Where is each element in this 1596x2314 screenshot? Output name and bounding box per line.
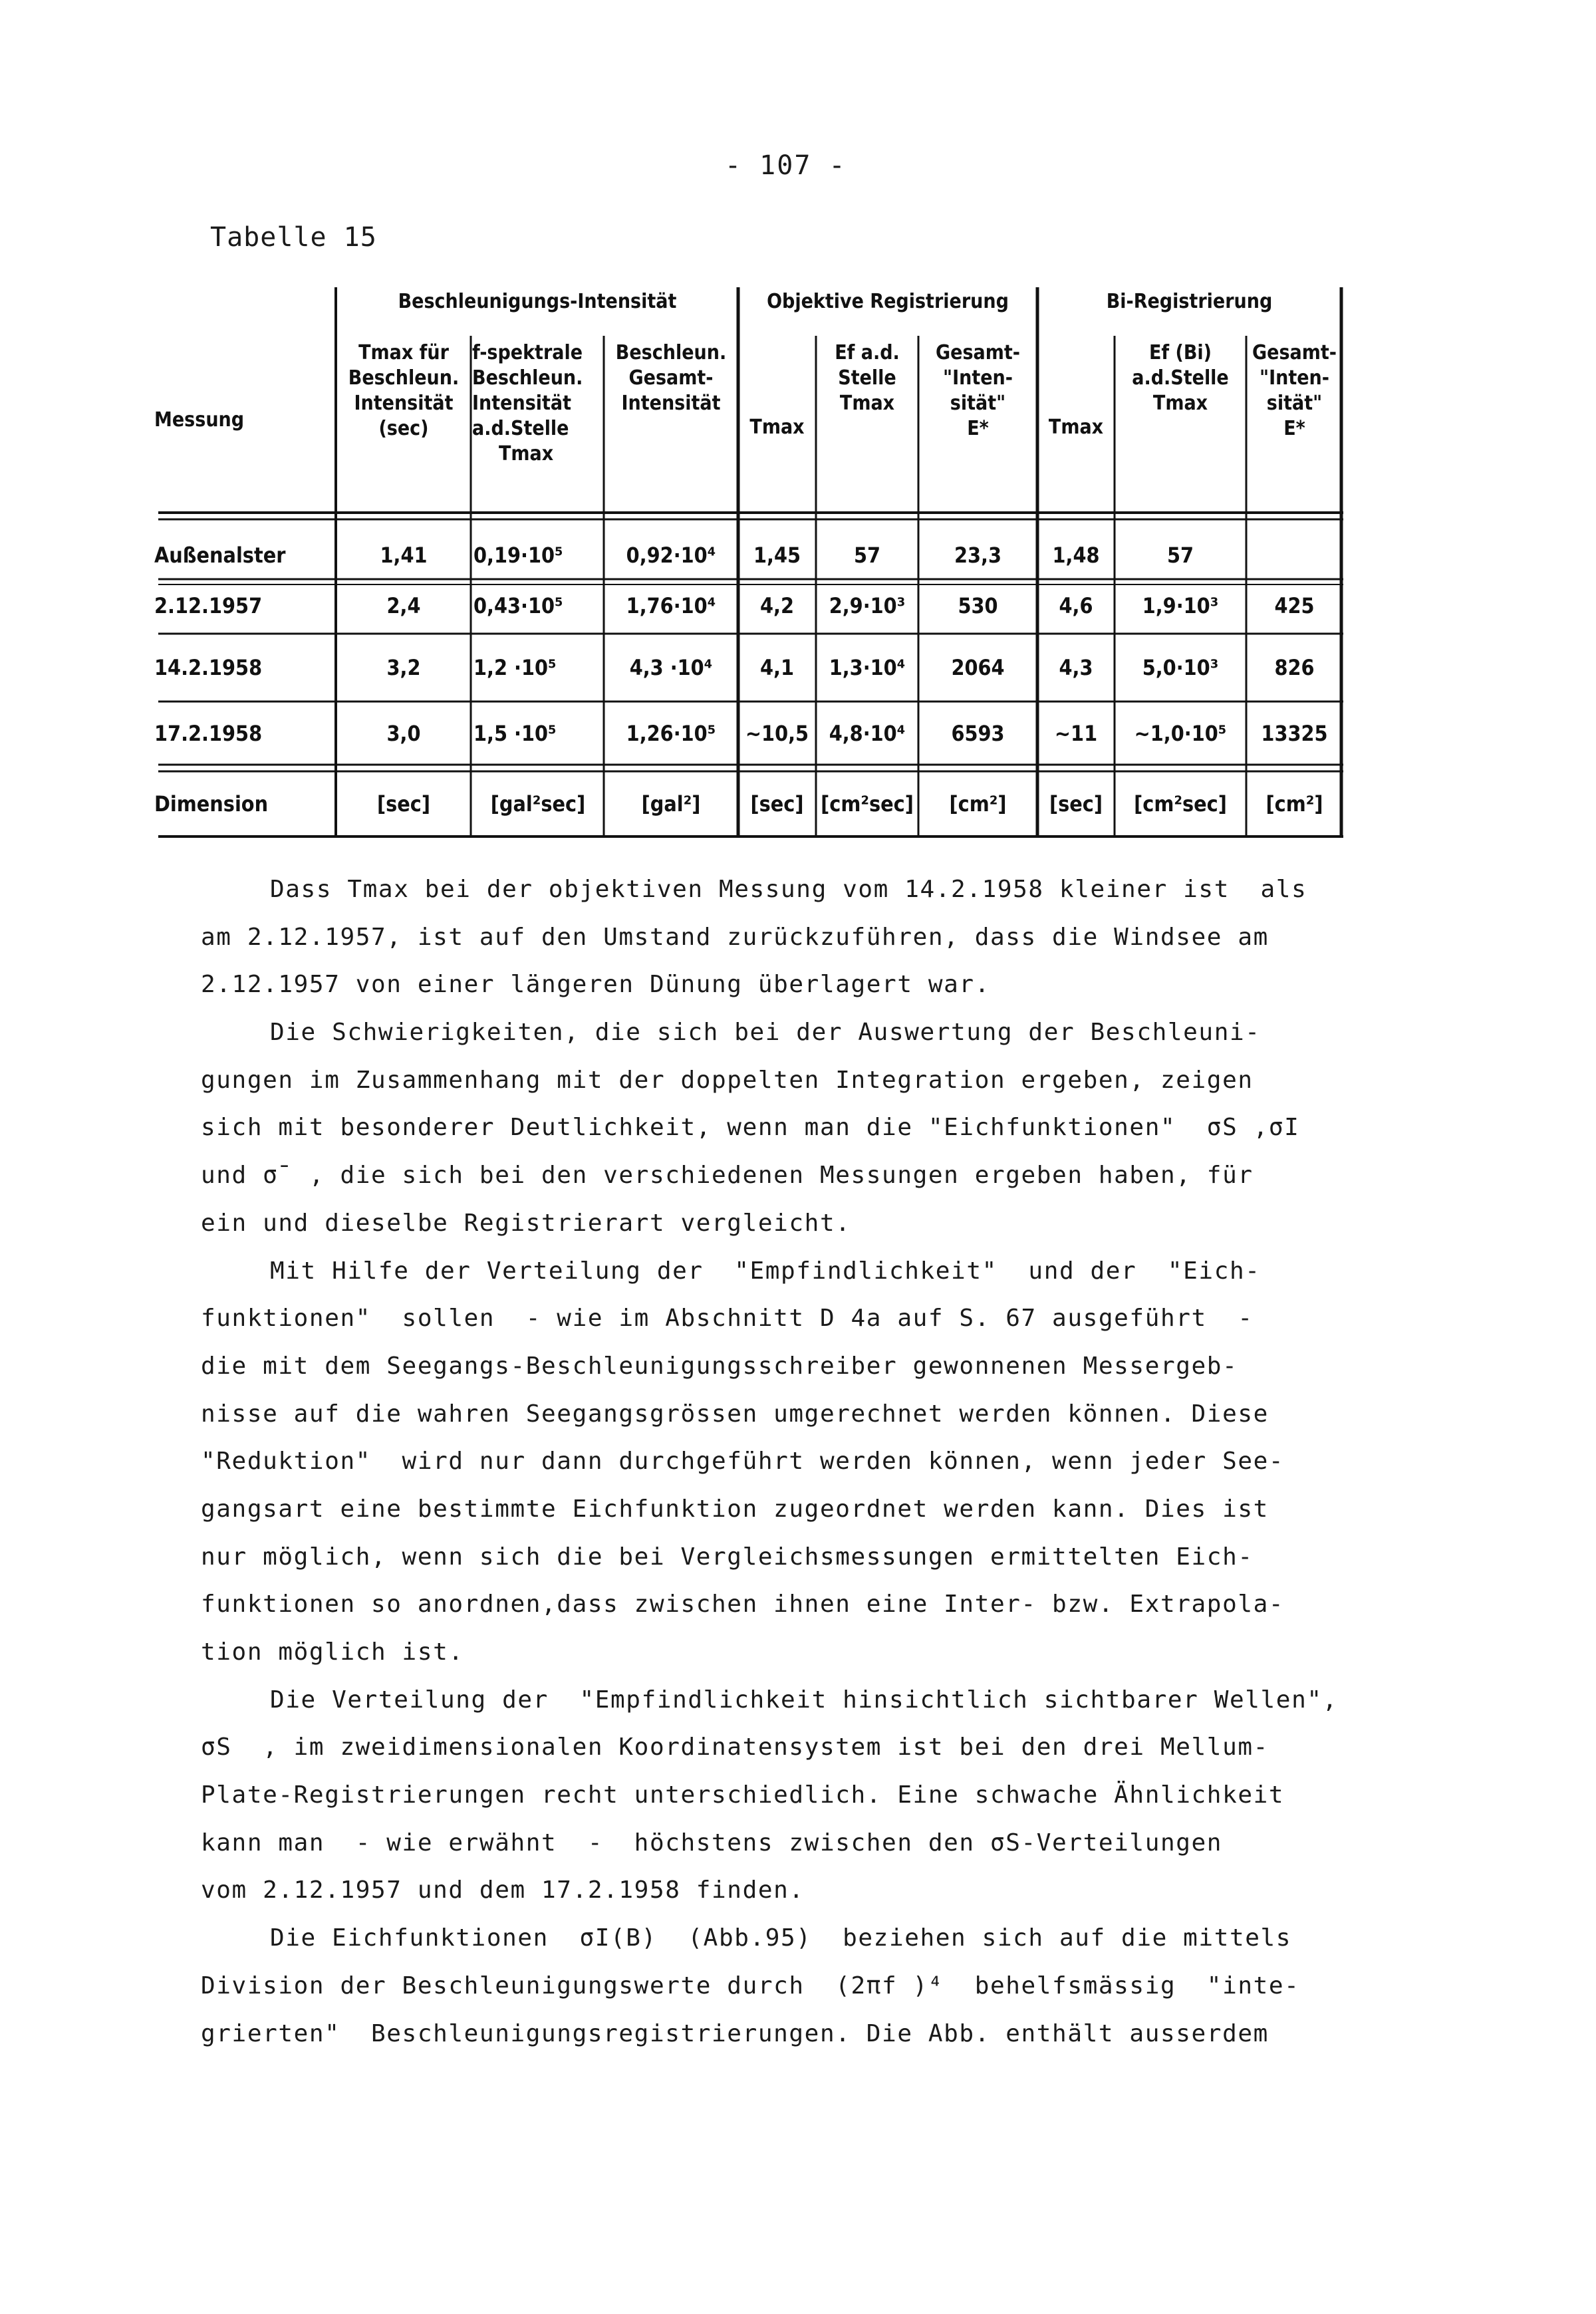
header-line: Tmax für	[358, 341, 449, 364]
group-header-beschleunigung: Beschleunigungs-Intensität	[398, 290, 677, 313]
group-header-objektiv: Objektive Registrierung	[767, 290, 1009, 313]
header-line: Gesamt-	[628, 366, 714, 390]
header-line: Beschleun.	[615, 341, 727, 364]
header-line: Stelle	[838, 366, 896, 390]
text-line: gungen im Zusammenhang mit der doppelten Integration ergeben, zeigen	[201, 1066, 1254, 1094]
text-line: funktionen so anordnen,dass zwischen ihnen eine Inter- bzw. Extrapola-	[201, 1591, 1285, 1618]
cell-value: 826	[1274, 655, 1315, 680]
cell-value: 1,5 ·10⁵	[473, 721, 557, 746]
cell-messung: 2.12.1957	[154, 593, 263, 618]
text-line: Division der Beschleunigungswerte durch (2πf )⁴ behelfsmässig "inte-	[201, 1972, 1300, 1999]
group-header-bi: Bi-Registrierung	[1106, 290, 1273, 313]
col-header-obj-gesamt	[920, 340, 1036, 442]
cell-value: 4,8·10⁴	[829, 721, 906, 746]
cell-value: 6593	[951, 721, 1005, 746]
cell-value: 2,4	[386, 593, 421, 618]
cell-value: 1,2 ·10⁵	[473, 655, 557, 680]
header-line: Intensität	[354, 392, 454, 415]
header-line: Ef a.d.	[835, 341, 900, 364]
cell-unit: [sec]	[750, 791, 804, 817]
text-line: Die Eichfunktionen σI(B) (Abb.95) beziehen sich auf die mittels	[270, 1924, 1292, 1952]
col-header-obj-ef	[817, 340, 917, 416]
cell-value: 2064	[951, 655, 1005, 680]
cell-unit: [gal²]	[641, 791, 701, 817]
cell-value: 425	[1274, 593, 1315, 618]
text-line: "Reduktion" wird nur dann durchgeführt werden können, wenn jeder See-	[201, 1448, 1285, 1476]
cell-value: 4,2	[760, 593, 794, 618]
text-line: Die Schwierigkeiten, die sich bei der Auswertung der Beschleuni-	[270, 1019, 1261, 1047]
header-line: "Inten-	[943, 366, 1013, 390]
header-line: sität"	[950, 392, 1006, 415]
text-line: Plate-Registrierungen recht unterschiedlich. Eine schwache Ähnlichkeit	[201, 1781, 1285, 1809]
text-line: grierten" Beschleunigungsregistrierungen. Die Abb. enthält ausserdem	[201, 2019, 1269, 2047]
text-line: sich mit besonderer Deutlichkeit, wenn man die "Eichfunktionen" σS ,σI	[201, 1114, 1300, 1142]
text-line: funktionen" sollen - wie im Abschnitt D 4a auf S. 67 ausgeführt -	[201, 1305, 1254, 1333]
text-line: Die Verteilung der "Empfindlichkeit hinsichtlich sichtbarer Wellen",	[270, 1686, 1338, 1714]
text-line: und σ̄ , die sich bei den verschiedenen Messungen ergeben haben, für	[201, 1162, 1254, 1190]
cell-unit: [sec]	[1049, 791, 1103, 817]
cell-messung: Außenalster	[154, 543, 286, 568]
cell-value: 5,0·10³	[1142, 655, 1219, 680]
cell-value: 3,2	[386, 655, 421, 680]
header-line: Ef (Bi)	[1148, 341, 1212, 364]
cell-value: 0,92·10⁴	[626, 543, 716, 568]
cell-value: 13325	[1261, 721, 1328, 746]
header-line: E*	[967, 417, 989, 440]
text-line: Dass Tmax bei der objektiven Messung vom 14.2.1958 kleiner ist als	[270, 876, 1307, 903]
col-header-beschleun-gesamt	[605, 340, 737, 416]
text-line: σS , im zweidimensionalen Koordinatensystem ist bei den drei Mellum-	[201, 1734, 1269, 1761]
header-line: a.d.Stelle	[1132, 366, 1229, 390]
cell-value: 1,48	[1052, 543, 1100, 568]
cell-unit: [cm²]	[949, 791, 1007, 817]
cell-value: 4,3	[1059, 655, 1093, 680]
cell-value: 4,3 ·10⁴	[629, 655, 713, 680]
text-line: vom 2.12.1957 und dem 17.2.1958 finden.	[201, 1876, 805, 1904]
header-line: a.d.Stelle	[472, 417, 569, 440]
cell-value: 1,3·10⁴	[829, 655, 906, 680]
cell-messung: 17.2.1958	[154, 721, 263, 746]
cell-unit: [cm²sec]	[1134, 791, 1227, 817]
text-line: Mit Hilfe der Verteilung der "Empfindlichkeit" und der "Eich-	[270, 1257, 1261, 1285]
header-line: sität"	[1266, 392, 1323, 415]
col-header-f-spektrale	[472, 340, 602, 467]
cell-value: 23,3	[954, 543, 1002, 568]
header-line: Beschleun.	[348, 366, 460, 390]
cell-dimension-label: Dimension	[154, 791, 269, 817]
col-header-obj-tmax: Tmax	[749, 416, 805, 439]
header-line: Intensität	[472, 392, 572, 415]
col-header-messung: Messung	[154, 408, 245, 432]
header-line: Gesamt-	[1252, 341, 1337, 364]
text-line: tion möglich ist.	[201, 1638, 464, 1666]
text-line: kann man - wie erwähnt - höchstens zwischen den σS-Verteilungen	[201, 1829, 1223, 1857]
data-table	[0, 0, 1596, 864]
text-line: am 2.12.1957, ist auf den Umstand zurückzuführen, dass die Windsee am	[201, 923, 1269, 951]
cell-value: 1,45	[753, 543, 801, 568]
col-header-bi-gesamt	[1248, 340, 1341, 442]
header-line: Tmax	[839, 392, 895, 415]
text-line: die mit dem Seegangs-Beschleunigungsschreiber gewonnenen Messergeb-	[201, 1352, 1238, 1380]
text-line: 2.12.1957 von einer längeren Dünung überlagert war.	[201, 971, 990, 999]
cell-value: 57	[1166, 543, 1194, 568]
cell-value: ~10,5	[745, 721, 809, 746]
col-header-bi-ef	[1116, 340, 1245, 416]
cell-value: 4,6	[1059, 593, 1093, 618]
header-line: "Inten-	[1260, 366, 1329, 390]
header-line: Tmax	[1152, 392, 1208, 415]
cell-messung: 14.2.1958	[154, 655, 263, 680]
text-line: ein und dieselbe Registrierart vergleicht.	[201, 1209, 851, 1237]
header-line: E*	[1283, 417, 1305, 440]
col-header-bi-tmax: Tmax	[1048, 416, 1104, 439]
cell-value: ~1,0·10⁵	[1134, 721, 1227, 746]
cell-value: 57	[853, 543, 881, 568]
cell-value: 0,19·10⁵	[473, 543, 563, 568]
cell-unit: [sec]	[376, 791, 431, 817]
page-number: - 107 -	[725, 150, 847, 181]
header-line: Tmax	[499, 442, 554, 465]
text-line: nur möglich, wenn sich die bei Vergleichsmessungen ermittelten Eich-	[201, 1543, 1254, 1571]
cell-value: 1,9·10³	[1142, 593, 1219, 618]
col-header-tmax-fuer	[338, 340, 469, 442]
cell-value: ~11	[1054, 721, 1098, 746]
cell-value: 0,43·10⁵	[473, 593, 563, 618]
table-caption: Tabelle 15	[210, 222, 377, 253]
header-line: Gesamt-	[936, 341, 1020, 364]
cell-value: 4,1	[760, 655, 794, 680]
cell-unit: [gal²sec]	[490, 791, 586, 817]
header-line: f-spektrale	[472, 341, 583, 364]
cell-value: 3,0	[386, 721, 421, 746]
cell-value: 1,76·10⁴	[626, 593, 716, 618]
cell-value: 1,26·10⁵	[626, 721, 716, 746]
cell-unit: [cm²sec]	[821, 791, 914, 817]
text-line: gangsart eine bestimmte Eichfunktion zugeordnet werden kann. Dies ist	[201, 1495, 1269, 1523]
header-line: Intensität	[621, 392, 721, 415]
header-line: Beschleun.	[472, 366, 583, 390]
cell-value: 2,9·10³	[829, 593, 906, 618]
cell-value: 1,41	[380, 543, 428, 568]
cell-unit: [cm²]	[1265, 791, 1323, 817]
body-text	[201, 866, 1451, 2057]
cell-value: 530	[958, 593, 998, 618]
text-line: nisse auf die wahren Seegangsgrössen umgerechnet werden können. Diese	[201, 1400, 1269, 1428]
header-line: (sec)	[378, 417, 429, 440]
